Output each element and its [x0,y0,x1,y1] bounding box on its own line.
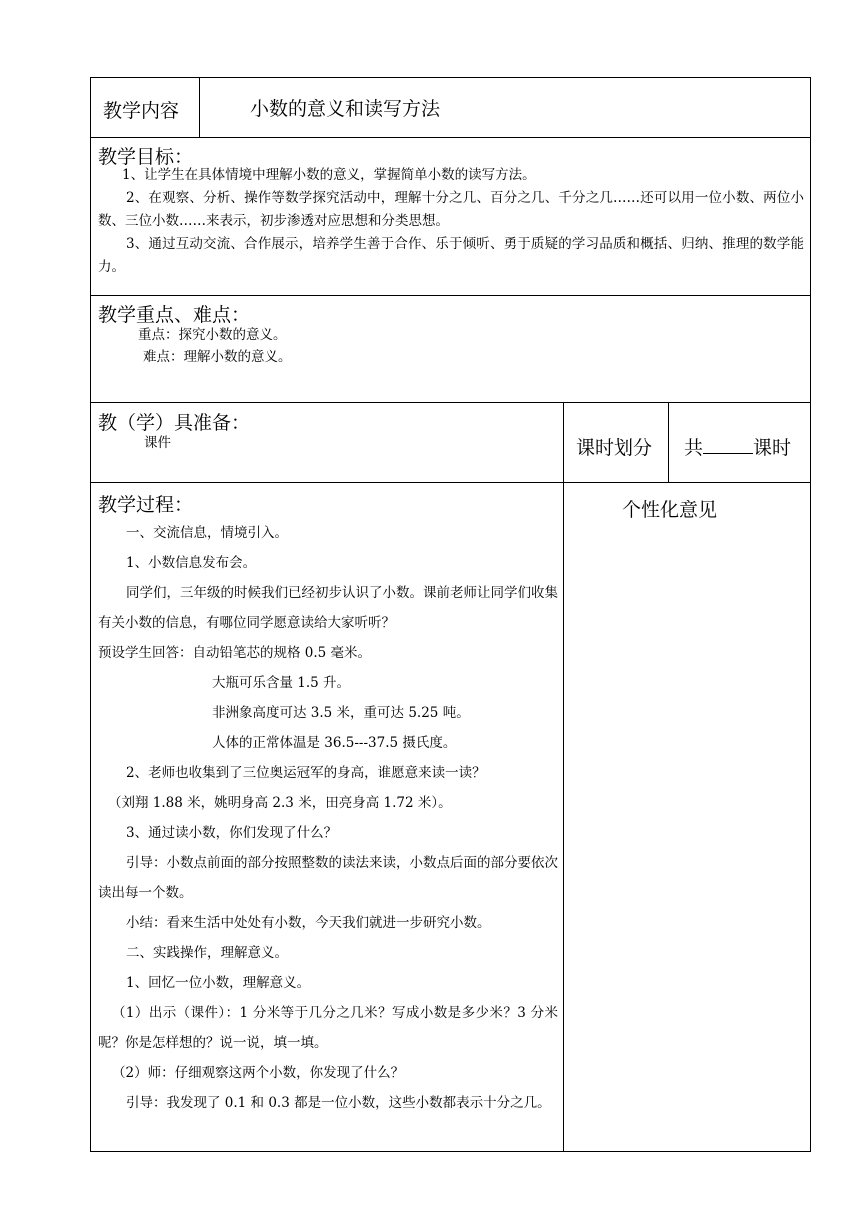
period-blank [703,435,753,454]
process-line: 引导：小数点前面的部分按照整数的读法来读，小数点后面的部分要依次读出每一个数。 [98,855,558,901]
process-line: 二、实践操作，理解意义。 [126,945,288,961]
process-line: 人体的正常体温是 36.5---37.5 摄氏度。 [212,735,457,751]
table-divider [90,402,811,403]
process-body [98,518,558,1118]
lesson-title: 小数的意义和读写方法 [250,98,441,120]
period-label: 课时划分 [576,437,653,459]
table-divider [90,482,811,483]
table-divider [199,77,200,138]
table-border-left [90,77,91,1152]
process-line: 同学们，三年级的时候我们已经初步认识了小数。课前老师让同学们收集有关小数的信息，有哪位同学愿意读给大家听听？ [98,585,558,631]
lesson-content-label: 教学内容 [103,100,180,122]
goals-list [98,164,804,279]
process-line: 预设学生回答：自动铅笔芯的规格 0.5 毫米。 [98,645,372,661]
goals-heading: 教学目标： [98,146,194,168]
process-line: 大瓶可乐含量 1.5 升。 [212,675,351,691]
process-line: 1、小数信息发布会。 [126,555,257,571]
process-line: 2、老师也收集到了三位奥运冠军的身高，谁愿意来读一读？ [126,765,486,781]
process-line: 一、交流信息，情境引入。 [126,525,288,541]
process-line: （2）师：仔细观察这两个小数，你发现了什么？ [112,1065,405,1081]
period-prefix: 共 [684,437,704,459]
table-border-bottom [90,1151,811,1152]
process-line: 引导：我发现了 0.1 和 0.3 都是一位小数，这些小数都表示十分之几。 [126,1095,551,1111]
table-divider [668,402,669,483]
period-suffix: 课时 [753,437,792,459]
keypoints-heading: 教学重点、难点： [98,304,251,326]
keypoint-difficulty: 难点：理解小数的意义。 [143,349,292,365]
keypoint-focus: 重点：探究小数的意义。 [138,327,287,343]
table-divider [90,295,811,296]
table-border-right [810,77,811,1152]
process-line: 3、通过读小数，你们发现了什么？ [126,825,338,841]
process-line: 小结：看来生活中处处有小数，今天我们就进一步研究小数。 [126,915,491,931]
period-count [684,433,791,460]
process-line: （1）出示（课件）：1 分米等于几分之几米？写成小数是多少米？3 分米呢？你是怎样想的？说一说，填一填。 [98,1005,558,1051]
table-divider [563,402,564,1152]
process-line: （刘翔 1.88 米，姚明身高 2.3 米，田亮身高 1.72 米）。 [108,795,452,811]
goal-item: 3、通过互动交流、合作展示，培养学生善于合作、乐于倾听、勇于质疑的学习品质和概括、归纳、推理的数学能力。 [98,236,804,275]
prep-item: 课件 [144,435,171,451]
process-heading: 教学过程： [98,494,194,516]
goal-item: 2、在观察、分析、操作等数学探究活动中，理解十分之几、百分之几、千分之几……还可以用一位小数、两位小数、三位小数……来表示，初步渗透对应思想和分类思想。 [98,190,804,229]
prep-heading: 教（学）具准备： [98,412,251,434]
process-line: 1、回忆一位小数，理解意义。 [126,975,311,991]
goal-item: 1、让学生在具体情境中理解小数的意义，掌握简单小数的读写方法。 [122,167,536,183]
process-line: 非洲象高度可达 3.5 米，重可达 5.25 吨。 [212,705,470,721]
personal-notes-heading: 个性化意见 [622,499,718,521]
